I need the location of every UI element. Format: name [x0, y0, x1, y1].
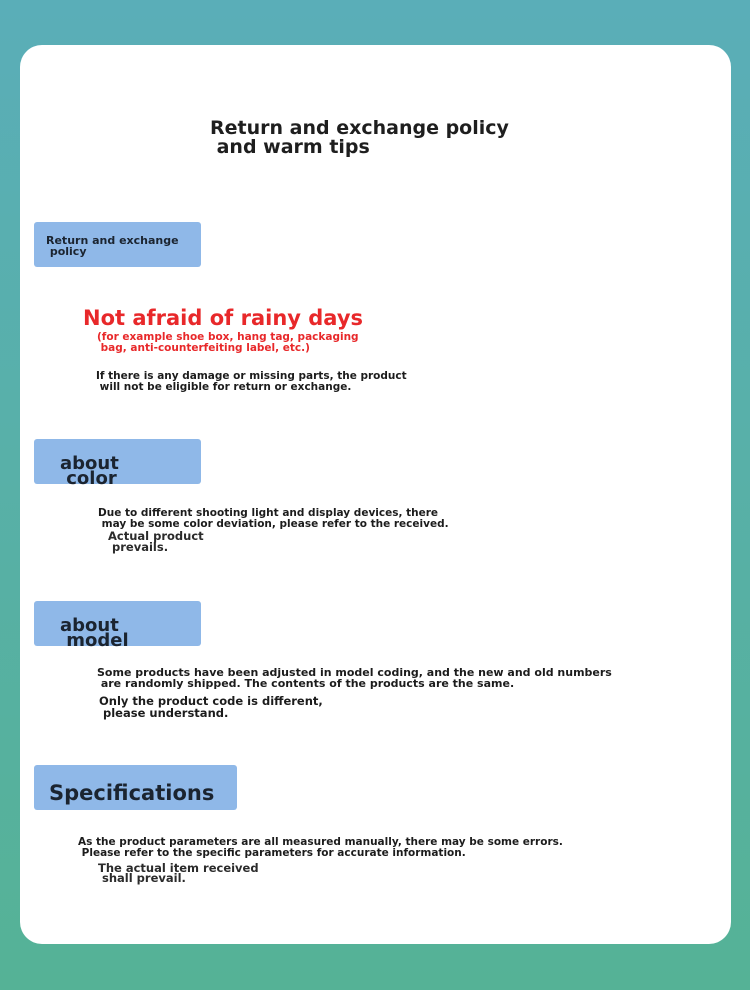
- model-text-secondary: Only the product code is different, please understand.: [99, 694, 323, 720]
- section-tag-label: about model: [60, 615, 129, 651]
- model-text: Some products have been adjusted in model coding, and the new and old numbers are randomly shipped. The contents of the products are the same.: [97, 666, 612, 690]
- color-text: Due to different shooting light and display devices, there may be some color deviation, please refer to the received.: [98, 507, 449, 530]
- section-tag-label: Specifications: [49, 781, 215, 805]
- content-card: [20, 45, 731, 944]
- section-tag-label: about color: [60, 453, 119, 489]
- return-policy-text: If there is any damage or missing parts, the product will not be eligible for return or exchange.: [96, 370, 407, 393]
- packaging-note: (for example shoe box, hang tag, packaging bag, anti-counterfeiting label, etc.): [97, 331, 359, 354]
- rainy-days-headline: Not afraid of rainy days: [83, 306, 364, 330]
- color-text-secondary: Actual product prevails.: [108, 529, 204, 554]
- section-tag-specifications: [34, 765, 237, 810]
- page-title: Return and exchange policy and warm tips: [210, 117, 509, 158]
- specifications-text: As the product parameters are all measured manually, there may be some errors. Please refer to the specific parameters for accurate information.: [78, 836, 563, 859]
- section-tag-return-policy: [34, 222, 201, 267]
- specifications-text-secondary: The actual item received shall prevail.: [98, 861, 259, 885]
- section-tag-model: [34, 601, 201, 651]
- section-tag-color: [34, 439, 201, 489]
- section-tag-label: Return and exchange policy: [46, 234, 179, 258]
